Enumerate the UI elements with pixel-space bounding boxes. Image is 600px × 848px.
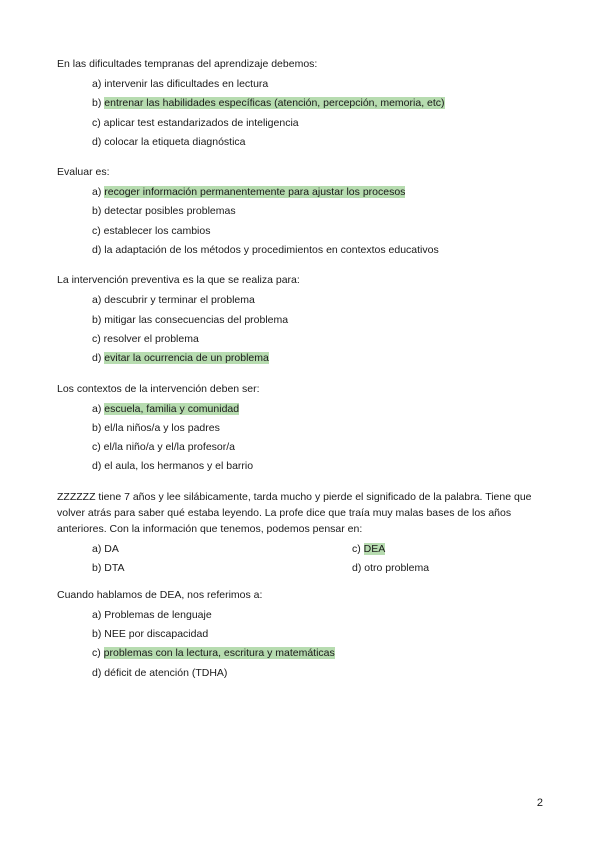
- option-text: colocar la etiqueta diagnóstica: [104, 135, 246, 148]
- highlighted-answer: entrenar las habilidades específicas (atención, percepción, memoria, etc): [104, 97, 445, 110]
- option-text: mitigar las consecuencias del problema: [104, 313, 289, 326]
- option-text: la adaptación de los métodos y procedimientos en contextos educativos: [104, 244, 439, 257]
- question-5: [57, 489, 547, 576]
- option-text: resolver el problema: [103, 332, 199, 345]
- page-number: 2: [536, 797, 543, 809]
- highlighted-answer: escuela, familia y comunidad: [104, 402, 240, 415]
- option-c: c) establecer los cambios: [92, 224, 211, 237]
- option-b: b) el/la niños/a y los padres: [92, 421, 220, 434]
- option-d: d) otro problema: [352, 561, 430, 574]
- option-text: el aula, los hermanos y el barrio: [104, 460, 254, 473]
- option-text: déficit de atención (TDHA): [104, 666, 228, 679]
- option-a: a) recoger información permanentemente para ajustar los procesos: [92, 186, 406, 199]
- option-c: c) resolver el problema: [92, 332, 199, 345]
- highlighted-answer: DEA: [363, 542, 386, 555]
- question-1: [57, 56, 547, 153]
- option-c: c) DEA: [352, 542, 386, 555]
- highlighted-answer: problemas con la lectura, escritura y matemáticas: [103, 647, 335, 660]
- option-d: d) evitar la ocurrencia de un problema: [92, 352, 269, 365]
- question-text: En las dificultades tempranas del aprendizaje debemos:: [57, 58, 318, 70]
- option-b: b) entrenar las habilidades específicas (atención, percepción, memoria, etc): [92, 97, 445, 110]
- option-b: b) mitigar las consecuencias del problema: [92, 313, 289, 326]
- option-text: el/la niño/a y el/la profesor/a: [103, 441, 235, 454]
- question-text: Evaluar es:: [57, 166, 110, 179]
- option-d: d) déficit de atención (TDHA): [92, 666, 228, 679]
- option-a: a) escuela, familia y comunidad: [92, 402, 240, 415]
- option-text: establecer los cambios: [103, 224, 211, 237]
- option-a: a) descubrir y terminar el problema: [92, 294, 255, 307]
- option-d: d) el aula, los hermanos y el barrio: [92, 460, 254, 473]
- option-text: Problemas de lenguaje: [104, 608, 212, 621]
- question-text: La intervención preventiva es la que se realiza para:: [57, 274, 300, 287]
- option-text: NEE por discapacidad: [104, 628, 209, 641]
- highlighted-answer: evitar la ocurrencia de un problema: [104, 352, 269, 365]
- option-a: a) intervenir las dificultades en lectura: [92, 78, 269, 90]
- option-a: a) Problemas de lenguaje: [92, 608, 212, 621]
- option-d: d) la adaptación de los métodos y procedimientos en contextos educativos: [92, 244, 439, 257]
- option-b: b) DTA: [92, 561, 125, 574]
- question-3: [57, 272, 547, 369]
- option-text: aplicar test estandarizados de inteligencia: [103, 116, 299, 129]
- option-text: otro problema: [364, 561, 430, 574]
- question-2: [57, 164, 547, 261]
- option-c: c) el/la niño/a y el/la profesor/a: [92, 441, 235, 454]
- option-text: el/la niños/a y los padres: [104, 421, 220, 434]
- option-text: intervenir las dificultades en lectura: [104, 78, 269, 90]
- options-grid: [92, 541, 547, 576]
- option-text: descubrir y terminar el problema: [104, 294, 255, 307]
- option-d: d) colocar la etiqueta diagnóstica: [92, 135, 246, 148]
- option-c: c) aplicar test estandarizados de inteligencia: [92, 116, 299, 129]
- question-4: [57, 381, 547, 478]
- question-text: Los contextos de la intervención deben ser:: [57, 382, 260, 395]
- option-b: b) detectar posibles problemas: [92, 205, 236, 218]
- option-c: c) problemas con la lectura, escritura y matemáticas: [92, 647, 335, 660]
- option-text: DTA: [104, 561, 125, 574]
- option-a: a) DA: [92, 542, 119, 555]
- question-text: ZZZZZZ tiene 7 años y lee silábicamente, tarda mucho y pierde el significado de la palabra. Tiene que volver atrás para saber qué estaba leyendo. La profe dice que traía muy malas bases de los años anteriores. Con la información que tenemos, podemos pensar en:: [57, 490, 532, 535]
- option-b: b) NEE por discapacidad: [92, 628, 209, 641]
- highlighted-answer: recoger información permanentemente para ajustar los procesos: [104, 186, 406, 199]
- question-text: Cuando hablamos de DEA, nos referimos a:: [57, 588, 263, 601]
- option-text: DA: [104, 542, 119, 555]
- option-text: detectar posibles problemas: [104, 205, 236, 218]
- document-page: [57, 56, 547, 695]
- question-6: [57, 587, 547, 684]
